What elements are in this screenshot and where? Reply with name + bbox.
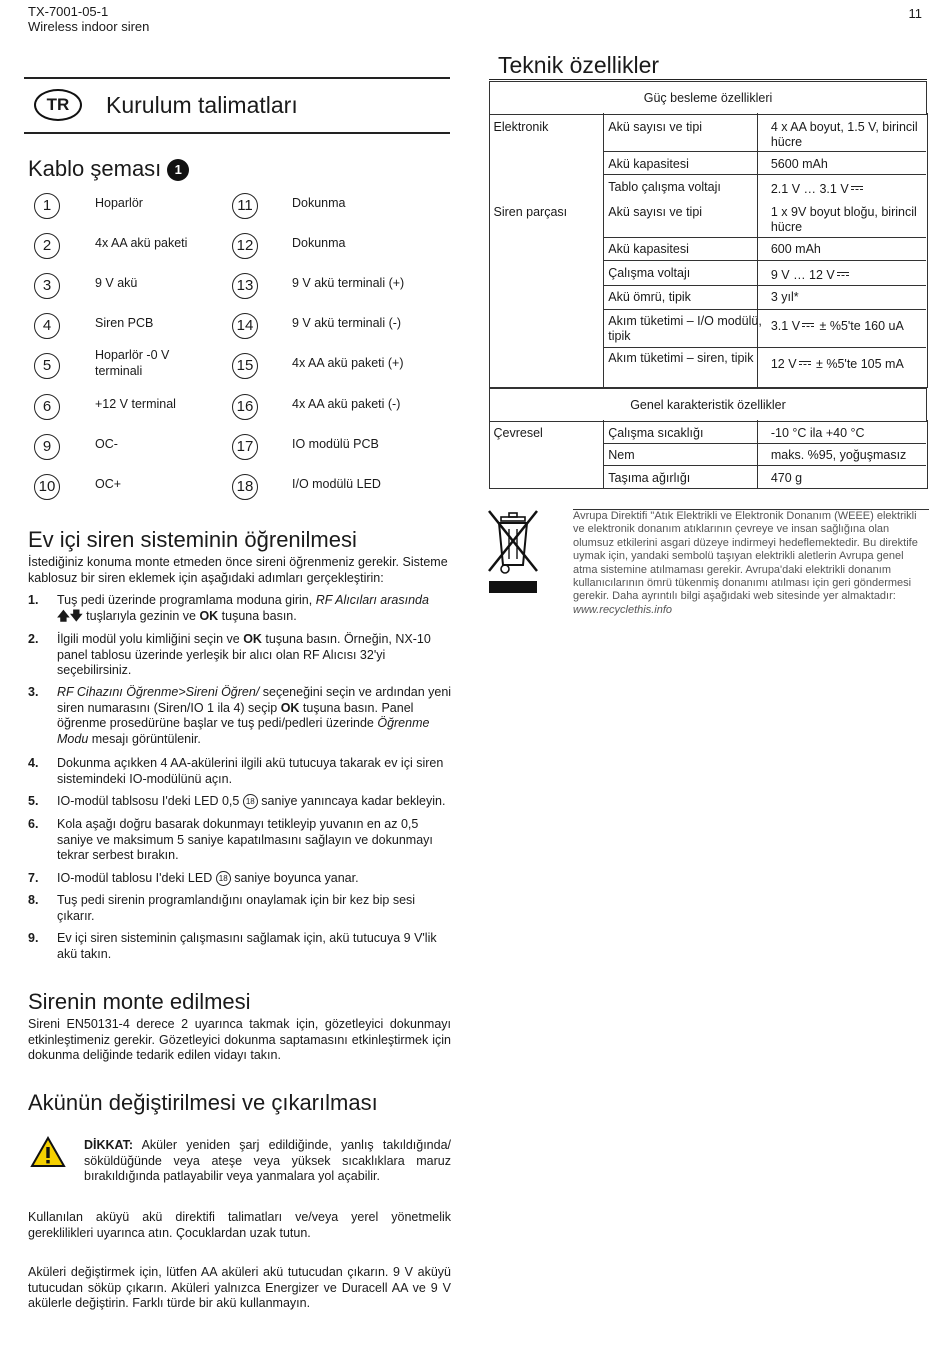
row-line: [603, 309, 926, 310]
led-ref-icon: 18: [243, 794, 258, 809]
wiring-number: 18: [232, 474, 258, 500]
spec-value: 3 yıl*: [770, 289, 799, 304]
wiring-label: 9 V akü: [95, 276, 138, 290]
spec-group: [490, 349, 605, 389]
page-number: 11: [908, 6, 922, 21]
wiring-label: 4x AA akü paketi: [95, 236, 188, 250]
spec-group: [490, 311, 605, 349]
wiring-number: 13: [232, 273, 258, 299]
step-6: 6. Kola aşağı doğru basarak dokunmayı tetikleyip yuvanın en az 0,5 saniye ve maksimum 5 saniye kapatılmasını sağlayın ve dokunmayı tekrar serbest bırakın.: [28, 817, 433, 862]
spec-group: [490, 153, 605, 176]
battery-replace-text: Aküleri değiştirmek için, lütfen AA aküleri akü tutucudan çıkarın. 9 V aküyü tutucudan söküp çıkarın. Aküleri yalnızca Energizer ve Duracell AA ve 9 V akülerle değiştirin. Farklı türde bir akü kullanmayın.: [28, 1265, 451, 1310]
wiring-number: 14: [232, 313, 258, 339]
spec-title: Teknik özellikler: [498, 52, 660, 78]
learn-intro: İstediğiniz konuma monte etmeden önce sireni öğrenmeniz gerekir. Sisteme kablosuz bir siren eklemek için aşağıdaki adımları gerçekleştirin:: [28, 555, 448, 585]
table-divider: [757, 113, 758, 387]
dc-symbol-icon: [802, 323, 814, 330]
step-3: 3. RF Cihazını Öğrenme>Sireni Öğren/ seçeneğini seçin ve ardından yeni siren numarasını (Siren/IO 1 ila 4) seçip OK tuşuna basın. Panel öğrenme prosedürüne başlar ve tuş pedi/pedleri üzerinde Öğrenme Modu mesajı görüntülenir.: [28, 685, 452, 746]
wiring-number: 1: [34, 193, 60, 219]
wiring-label: Dokunma: [292, 236, 346, 250]
step-1: 1. Tuş pedi üzerinde programlama moduna girin, RF Alıcıları arasında 🡅🡇 tuşlarıyla gezinin ve OK tuşuna basın.: [28, 593, 429, 623]
figure-ref-badge: 1: [167, 159, 189, 181]
row-line: [603, 285, 926, 286]
doc-code: TX-7001-05-1: [28, 4, 109, 19]
spec-value: 3.1 V ± %5'te 160 uA: [770, 318, 904, 333]
step-5: 5. IO-modül tablsosu I'deki LED 0,5 18 saniye yanıncaya kadar bekleyin.: [28, 794, 446, 808]
wiring-label: 4x AA akü paketi (+): [292, 356, 404, 370]
spec-group: [490, 262, 605, 287]
spec-group: Siren parçası: [493, 204, 568, 219]
wiring-label: 9 V akü terminali (+): [292, 276, 405, 290]
spec-param: Tablo çalışma voltajı: [608, 179, 721, 194]
caution-text: DİKKAT: Aküler yeniden şarj edildiğinde, yanlış takıldığında/ söküldüğünde veya ateşe veya yüksek sıcaklıklara maruz bırakıldığında patlayabilir veya yanmalara yol açabilir.: [84, 1138, 451, 1183]
spec-value: 4 x AA boyut, 1.5 V, birincil hücre: [770, 120, 918, 149]
wiring-label: +12 V terminal: [95, 397, 176, 411]
spec-param: Akım tüketimi – I/O modülü, tipik: [608, 313, 762, 343]
spec-param: Akü sayısı ve tipi: [608, 120, 703, 134]
wiring-label: OC+: [95, 477, 122, 491]
step-2: 2. İlgili modül yolu kimliğini seçin ve OK tuşuna basın. Örneğin, NX-10 panel tablosu üzerinde yerleşik bir alıcı olan RF Alıcısı 32'yi seçebilirsiniz.: [28, 632, 431, 677]
spec-group: [490, 287, 605, 311]
spec-group: [490, 239, 605, 262]
mount-title: Sirenin monte edilmesi: [28, 989, 251, 1014]
spec-group: Elektronik: [493, 120, 549, 134]
spec-param: Akım tüketimi – siren, tipik: [608, 350, 754, 365]
spec-param: Akü kapasitesi: [608, 156, 689, 171]
dc-symbol-icon: [799, 361, 811, 368]
spec-value: 2.1 V … 3.1 V: [767, 176, 927, 201]
spec-value: 600 mAh: [770, 241, 821, 256]
wiring-number: 12: [232, 233, 258, 259]
weee-link[interactable]: www.recyclethis.info: [573, 603, 673, 616]
spec-param: Akü ömrü, tipik: [608, 289, 691, 304]
spec-param: Akü sayısı ve tipi: [608, 204, 703, 219]
wiring-number: 5: [34, 353, 60, 379]
wiring-label: Dokunma: [292, 196, 346, 210]
row-line: [603, 151, 926, 152]
battery-disposal-text: Kullanılan aküyü akü direktifi talimatları ve/veya yerel yönetmelik gereklilikleri uyarınca atın. Çocuklardan uzak tutun.: [28, 1210, 451, 1240]
spec-param: Çalışma voltajı: [608, 265, 691, 280]
spec-value: -10 °C ila +40 °C: [770, 426, 865, 440]
spec-value: 9 V … 12 V: [767, 262, 927, 287]
wiring-label: OC-: [95, 437, 118, 451]
wiring-number: 6: [34, 394, 60, 420]
wiring-number: 16: [232, 394, 258, 420]
wiring-label: 4x AA akü paketi (-): [292, 397, 401, 411]
step-7: 7. IO-modül tablosu I'deki LED 18 saniye boyunca yanar.: [28, 871, 359, 885]
learn-title: Ev içi siren sisteminin öğrenilmesi: [28, 527, 357, 552]
spec-param: Taşıma ağırlığı: [608, 470, 691, 485]
wiring-number: 9: [34, 434, 60, 460]
title-rule-top: [24, 77, 450, 79]
battery-title: Akünün değiştirilmesi ve çıkarılması: [28, 1090, 378, 1115]
wiring-number: 4: [34, 313, 60, 339]
spec-value: maks. %95, yoğuşmasız: [770, 447, 907, 462]
wiring-label: IO modülü PCB: [292, 437, 379, 451]
spec-param: Nem: [608, 447, 635, 462]
step-8: 8. Tuş pedi sirenin programlandığını onaylamak için bir kez bip sesi çıkarır.: [28, 893, 416, 923]
wiring-label: I/O modülü LED: [292, 477, 381, 491]
wiring-label: Hoparlör -0 V terminali: [95, 348, 170, 378]
table-divider: [757, 420, 758, 488]
wiring-label: Hoparlör: [95, 196, 143, 210]
general-header: Genel karakteristik özellikler: [490, 389, 927, 422]
row-line: [603, 443, 926, 444]
general-table-frame: [489, 420, 928, 489]
table-divider: [603, 113, 604, 387]
power-header: Güç besleme özellikleri: [490, 82, 927, 115]
spec-title-rule: [489, 79, 927, 80]
spec-value: 1 x 9V boyut bloğu, birincil hücre: [770, 204, 917, 234]
warning-icon: [30, 1136, 66, 1173]
spec-value: 5600 mAh: [770, 156, 828, 171]
row-line: [603, 347, 926, 348]
mount-text: Sireni EN50131-4 derece 2 uyarınca takmak için, gözetleyici dokunmayı etkinleştimeniz gerekir. Gözetleyici dokunma saptamasını etkinleştirmek için dokunma deliğinde tedarik edilen vidayı takın.: [28, 1017, 451, 1062]
dc-symbol-icon: [837, 272, 849, 279]
wiring-number: 2: [34, 233, 60, 259]
spec-value: 470 g: [770, 470, 803, 485]
step-4: 4. Dokunma açıkken 4 AA-akülerini ilgili akü tutucuya takarak ev içi siren sistemindeki IO-modülünü açın.: [28, 756, 444, 786]
wiring-number: 15: [232, 353, 258, 379]
wiring-number: 17: [232, 434, 258, 460]
arrow-keys-icon: 🡅🡇: [57, 608, 83, 623]
weee-bin-icon: [487, 509, 539, 600]
row-line: [603, 174, 926, 175]
wiring-number: 3: [34, 273, 60, 299]
language-badge: TR: [34, 89, 82, 121]
led-ref-icon: 18: [216, 871, 231, 886]
spec-value: 12 V ± %5'te 105 mA: [770, 356, 904, 371]
row-line: [603, 465, 926, 466]
wiring-title-text: Kablo şeması: [28, 156, 162, 181]
weee-text: Avrupa Direktifi "Atık Elektrikli ve Elektronik Donanım (WEEE) elektrikli ve elektronik donanım atıklarının çevreye ve insan sağlığına olan olumsuz etkilerini asgari düzeye indirmeyi hedeflemektedir. Bu direktife uymak için, yandaki sembolü taşıyan elektrikli aletlerin Avrupa genel atma sistemine atılmaması gerekir. Avrupa'daki elektrikli donanım kullanıcılarının ömrü tükenmiş donanımı atılması için geri göndermesi gerekir. Daha ayrıntılı bilgi aşağıdaki web sitesinde yer almaktadır: www.recyclethis.info: [573, 510, 918, 616]
title-rule-bottom: [24, 132, 450, 134]
wiring-number: 11: [232, 193, 258, 219]
row-line: [603, 237, 926, 238]
page-title: Kurulum talimatları: [106, 92, 298, 118]
wiring-number: 10: [34, 474, 60, 500]
step-9: 9. Ev içi siren sisteminin çalışmasını sağlamak için, akü tutucuya 9 V'lik akü takın.: [28, 931, 437, 961]
spec-param: Çalışma sıcaklığı: [608, 426, 704, 440]
wiring-label: Siren PCB: [95, 316, 154, 330]
table-divider: [603, 420, 604, 488]
row-line: [603, 260, 926, 261]
spec-group: [490, 176, 605, 201]
wiring-label: 9 V akü terminali (-): [292, 316, 402, 330]
spec-group: Çevresel: [493, 426, 543, 440]
spec-param: Akü kapasitesi: [608, 241, 689, 256]
product-name: Wireless indoor siren: [28, 19, 150, 34]
dc-symbol-icon: [851, 186, 863, 193]
wiring-title: [28, 156, 189, 182]
